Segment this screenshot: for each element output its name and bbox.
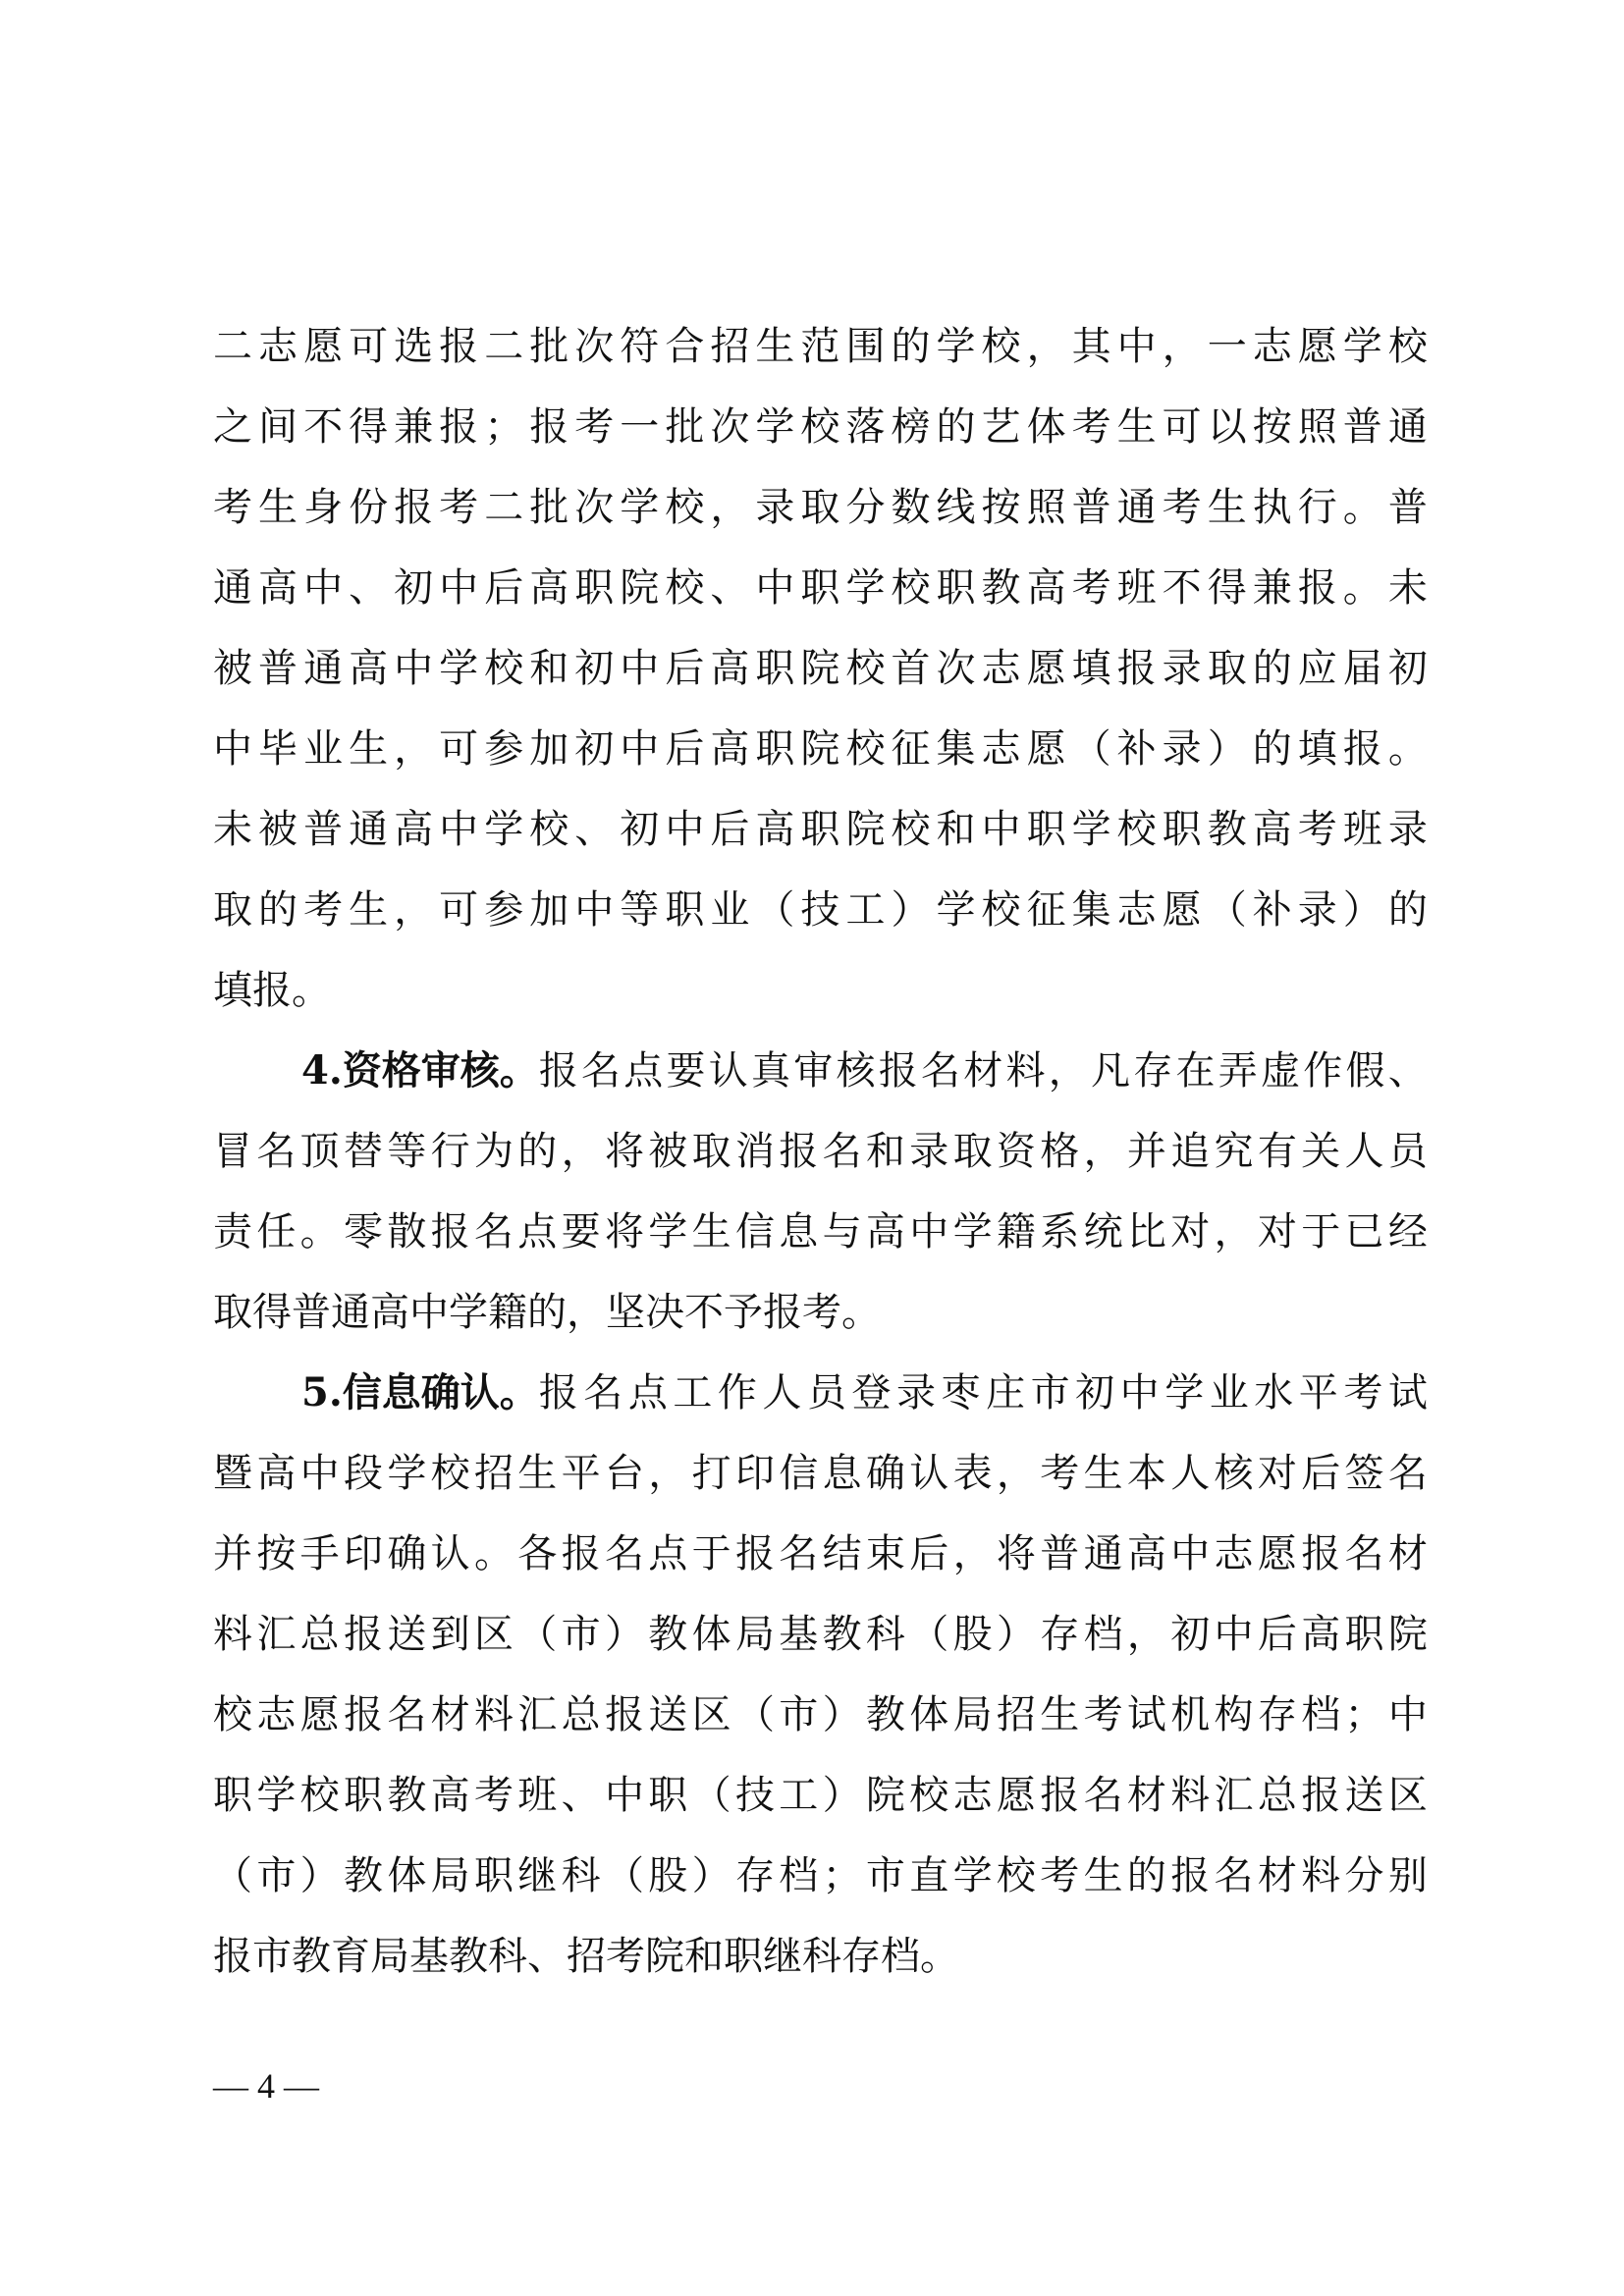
paragraph-3-line-5: 校 志 愿 报 名 材 料 汇 总 报 送 区 （ 市 ） 教 体 局 招 生 考 试 机 构 存 档 ； 中 [213, 1692, 1428, 1737]
paragraph-1-line-8: 取 的 考 生 ， 可 参 加 中 等 职 业 （ 技 工 ） 学 校 征 集 志 愿 （ 补 录 ） 的 [213, 887, 1428, 933]
paragraph-3-line-7: （ 市 ） 教 体 局 职 继 科 （ 股 ） 存 档 ； 市 直 学 校 考 生 的 报 名 材 料 分 别 [213, 1853, 1428, 1898]
paragraph-2-line-3: 责 任 。 零 散 报 名 点 要 将 学 生 信 息 与 高 中 学 籍 系 统 比 对 ， 对 于 已 经 [213, 1209, 1428, 1255]
section-heading-qualification-review: 4.资格审核。 [301, 1047, 539, 1094]
paragraph-1-line-2: 之 间 不 得 兼 报 ； 报 考 一 批 次 学 校 落 榜 的 艺 体 考 生 可 以 按 照 普 通 [213, 404, 1428, 450]
paragraph-1-line-6: 中 毕 业 生 ， 可 参 加 初 中 后 高 职 院 校 征 集 志 愿 （ 补 录 ） 的 填 报 。 [213, 726, 1428, 772]
paragraph-2-line-4: 取得普通高中学籍的，坚决不予报考。 [213, 1290, 881, 1335]
paragraph-3-line-6: 职 学 校 职 教 高 考 班 、 中 职 （ 技 工 ） 院 校 志 愿 报 名 材 料 汇 总 报 送 区 [213, 1773, 1428, 1818]
section-heading-information-confirmation: 5.信息确认。 [301, 1369, 539, 1415]
paragraph-3-line-8: 报市教育局基教科、招考院和职继科存档。 [213, 1934, 959, 1979]
paragraph-1-line-5: 被 普 通 高 中 学 校 和 初 中 后 高 职 院 校 首 次 志 愿 填 报 录 取 的 应 届 初 [213, 646, 1428, 691]
paragraph-2-line-1 [213, 1031, 1428, 1111]
paragraph-1-line-1: 二 志 愿 可 选 报 二 批 次 符 合 招 生 范 围 的 学 校 ， 其 中 ， 一 志 愿 学 校 [213, 324, 1428, 369]
paragraph-1-line-3: 考 生 身 份 报 考 二 批 次 学 校 ， 录 取 分 数 线 按 照 普 通 考 生 执 行 。 普 [213, 485, 1428, 530]
paragraph-3-line-3: 并 按 手 印 确 认 。 各 报 名 点 于 报 名 结 束 后 ， 将 普 通 高 中 志 愿 报 名 材 [213, 1531, 1428, 1576]
page-number: — 4 — [213, 2066, 319, 2106]
paragraph-1-line-9: 填报。 [213, 968, 331, 1013]
paragraph-2-line-2: 冒 名 顶 替 等 行 为 的 ， 将 被 取 消 报 名 和 录 取 资 格 ， 并 追 究 有 关 人 员 [213, 1129, 1428, 1174]
paragraph-3-line-1 [213, 1353, 1428, 1433]
paragraph-2-line-1-text: 报 名 点 要 认 真 审 核 报 名 材 料 ， 凡 存 在 弄 虚 作 假 、 [538, 1048, 1428, 1094]
paragraph-3-line-2: 暨 高 中 段 学 校 招 生 平 台 ， 打 印 信 息 确 认 表 ， 考 生 本 人 核 对 后 签 名 [213, 1451, 1428, 1496]
paragraph-3-line-1-text: 报 名 点 工 作 人 员 登 录 枣 庄 市 初 中 学 业 水 平 考 试 [538, 1370, 1428, 1415]
paragraph-1-line-4: 通 高 中 、 初 中 后 高 职 院 校 、 中 职 学 校 职 教 高 考 班 不 得 兼 报 。 未 [213, 565, 1428, 611]
body-text [213, 306, 1428, 1997]
paragraph-3-line-4: 料 汇 总 报 送 到 区 （ 市 ） 教 体 局 基 教 科 （ 股 ） 存 档 ， 初 中 后 高 职 院 [213, 1612, 1428, 1657]
paragraph-1-line-7: 未 被 普 通 高 中 学 校 、 初 中 后 高 职 院 校 和 中 职 学 校 职 教 高 考 班 录 [213, 807, 1428, 852]
